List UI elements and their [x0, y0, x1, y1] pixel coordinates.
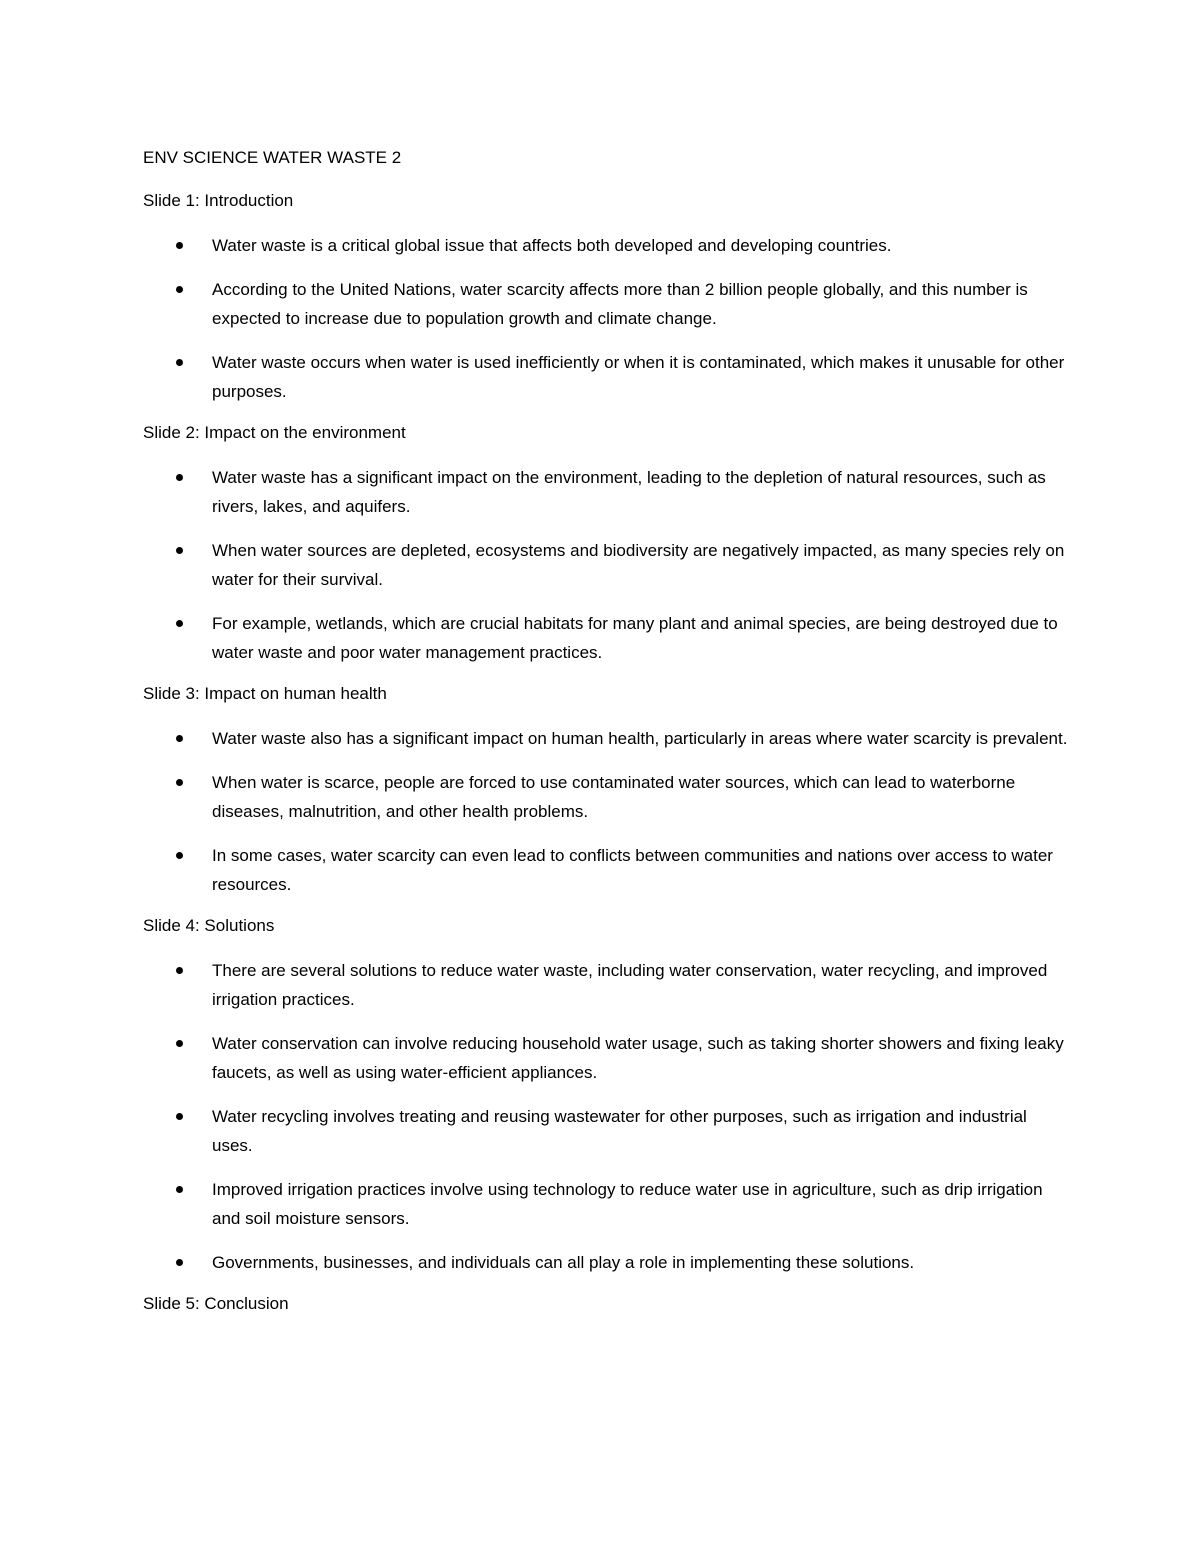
- bullet-item: [143, 841, 1072, 899]
- bullet-text: Water waste has a significant impact on the environment, leading to the depletion of natural resources, such as rivers, lakes, and aquifers.: [212, 468, 1046, 516]
- bullet-text: Water waste also has a significant impact on human health, particularly in areas where water scarcity is prevalent.: [212, 729, 1068, 748]
- bullet-item: [143, 1102, 1072, 1160]
- section-heading: Slide 5: Conclusion: [143, 1294, 289, 1313]
- bullet-list: [143, 231, 1073, 406]
- bullet-text: Governments, businesses, and individuals can all play a role in implementing these solutions.: [212, 1253, 915, 1272]
- bullet-dot-icon: [176, 620, 183, 627]
- slide-section: [143, 189, 1073, 406]
- bullet-list: [143, 463, 1073, 667]
- bullet-text: Improved irrigation practices involve using technology to reduce water use in agriculture, such as drip irrigation and soil moisture sensors.: [212, 1180, 1043, 1228]
- bullet-item: [143, 609, 1072, 667]
- bullet-dot-icon: [176, 967, 183, 974]
- bullet-item: [143, 1029, 1072, 1087]
- slide-section: [143, 682, 1073, 899]
- bullet-text: When water is scarce, people are forced to use contaminated water sources, which can lead to waterborne diseases, malnutrition, and other health problems.: [212, 773, 1016, 821]
- slide-section: [143, 914, 1073, 1277]
- section-heading: Slide 1: Introduction: [143, 191, 294, 210]
- document-body: [143, 146, 1073, 1334]
- bullet-item: [143, 724, 1072, 753]
- bullet-list: [143, 956, 1073, 1277]
- slide-section: [143, 1292, 1073, 1316]
- bullet-item: [143, 536, 1072, 594]
- section-heading: Slide 2: Impact on the environment: [143, 423, 406, 442]
- bullet-dot-icon: [176, 286, 183, 293]
- bullet-item: [143, 463, 1072, 521]
- bullet-text: In some cases, water scarcity can even lead to conflicts between communities and nations over access to water resources.: [212, 846, 1053, 894]
- section-heading: Slide 4: Solutions: [143, 916, 275, 935]
- bullet-text: Water waste is a critical global issue that affects both developed and developing countries.: [212, 236, 892, 255]
- bullet-list: [143, 724, 1073, 899]
- bullet-dot-icon: [176, 1186, 183, 1193]
- bullet-dot-icon: [176, 1113, 183, 1120]
- bullet-text: Water waste occurs when water is used inefficiently or when it is contaminated, which makes it unusable for other purposes.: [212, 353, 1065, 401]
- bullet-text: There are several solutions to reduce water waste, including water conservation, water recycling, and improved irrigation practices.: [212, 961, 1048, 1009]
- bullet-item: [143, 275, 1072, 333]
- document-title: ENV SCIENCE WATER WASTE 2: [143, 148, 402, 167]
- bullet-item: [143, 348, 1072, 406]
- bullet-dot-icon: [176, 1259, 183, 1266]
- bullet-item: [143, 956, 1072, 1014]
- bullet-text: When water sources are depleted, ecosystems and biodiversity are negatively impacted, as many species rely on water for their survival.: [212, 541, 1065, 589]
- bullet-text: Water conservation can involve reducing household water usage, such as taking shorter showers and fixing leaky faucets, as well as using water-efficient appliances.: [212, 1034, 1064, 1082]
- section-heading: Slide 3: Impact on human health: [143, 684, 387, 703]
- bullet-item: [143, 231, 1072, 260]
- bullet-dot-icon: [176, 359, 183, 366]
- bullet-dot-icon: [176, 1040, 183, 1047]
- bullet-item: [143, 768, 1072, 826]
- bullet-dot-icon: [176, 779, 183, 786]
- bullet-dot-icon: [176, 242, 183, 249]
- bullet-item: [143, 1175, 1072, 1233]
- bullet-text: Water recycling involves treating and reusing wastewater for other purposes, such as irrigation and industrial uses.: [212, 1107, 1027, 1155]
- bullet-item: [143, 1248, 1072, 1277]
- bullet-text: According to the United Nations, water scarcity affects more than 2 billion people globally, and this number is expected to increase due to population growth and climate change.: [212, 280, 1028, 328]
- sections-container: [143, 189, 1073, 1316]
- bullet-text: For example, wetlands, which are crucial habitats for many plant and animal species, are being destroyed due to water waste and poor water management practices.: [212, 614, 1058, 662]
- slide-section: [143, 421, 1073, 667]
- bullet-dot-icon: [176, 474, 183, 481]
- bullet-dot-icon: [176, 735, 183, 742]
- bullet-dot-icon: [176, 547, 183, 554]
- bullet-dot-icon: [176, 852, 183, 859]
